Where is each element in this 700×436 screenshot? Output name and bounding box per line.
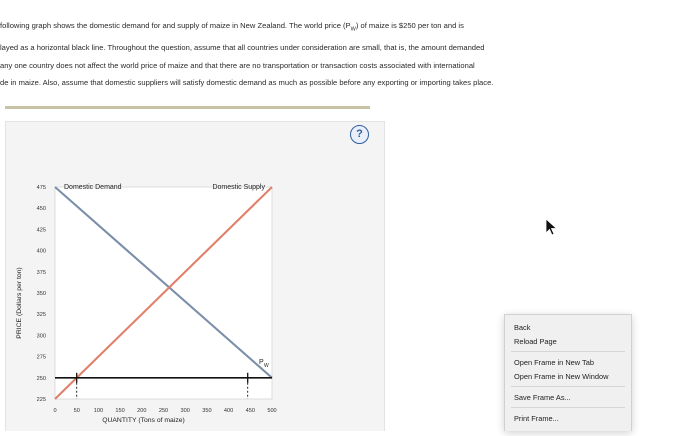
x-tick-label: 400	[223, 408, 234, 414]
menu-separator	[511, 351, 625, 352]
x-tick-label: 300	[180, 408, 190, 414]
y-axis-label: PRICE (Dollars per ton)	[16, 267, 23, 339]
x-tick-label: 200	[137, 408, 147, 414]
y-tick-label: 425	[36, 227, 46, 234]
question-line-2: layed as a horizontal black line. Throughout the question, assume that all countries under consideration are small, that is, the amount demanded	[0, 43, 485, 53]
x-tick-label: 450	[245, 408, 255, 414]
y-tick-label: 350	[36, 291, 46, 297]
y-tick-label: 300	[36, 333, 46, 340]
x-axis-label: QUANTITY (Tons of maize)	[102, 417, 185, 424]
y-tick-label: 225	[36, 397, 46, 403]
menu-separator	[511, 407, 625, 408]
x-tick-label: 150	[115, 408, 125, 414]
y-tick-label: 375	[36, 269, 46, 276]
x-tick-label: 50	[73, 408, 80, 414]
menu-item-open-frame-new-window[interactable]: Open Frame in New Window	[514, 372, 609, 381]
x-tick-label: 350	[202, 408, 212, 414]
help-icon[interactable]: ?	[350, 125, 369, 144]
x-tick-label: 250	[158, 408, 169, 414]
section-divider	[5, 106, 370, 109]
x-tick-label: 500	[267, 408, 277, 414]
question-line-4: de in maize. Also, assume that domestic suppliers will satisfy domestic demand as much as possible before any exporting or importing takes place.	[0, 78, 494, 88]
y-tick-label: 475	[36, 185, 46, 191]
menu-item-reload-page[interactable]: Reload Page	[514, 337, 557, 346]
menu-item-open-frame-new-tab[interactable]: Open Frame in New Tab	[514, 358, 594, 367]
demand-label: Domestic Demand	[64, 184, 122, 191]
world-price-label: P	[259, 358, 264, 366]
supply-demand-chart[interactable]	[6, 122, 384, 431]
question-line-1: following graph shows the domestic demand for and supply of maize in New Zealand. The world price $(P_W)$ of maize is $250 per ton and is	[0, 21, 464, 33]
menu-item-save-frame-as[interactable]: Save Frame As...	[514, 393, 571, 402]
menu-separator	[511, 386, 625, 387]
y-tick-label: 450	[36, 206, 46, 213]
y-tick-label: 325	[36, 312, 46, 319]
supply-label: Domestic Supply	[212, 184, 265, 191]
question-line-3: any one country does not affect the world price of maize and that there are no transportation or transaction costs associated with international	[0, 60, 475, 70]
y-tick-label: 250	[36, 375, 46, 382]
x-tick-label: 0	[53, 408, 57, 414]
graph-panel	[5, 121, 385, 431]
context-menu	[504, 314, 632, 431]
menu-item-back[interactable]: Back	[514, 323, 531, 332]
question-text	[0, 17, 700, 92]
x-tick-label: 100	[93, 408, 104, 414]
mouse-pointer-icon	[545, 218, 559, 236]
y-tick-label: 275	[36, 354, 46, 361]
world-price-subscript: W	[264, 362, 269, 369]
menu-item-print-frame[interactable]: Print Frame...	[514, 414, 559, 423]
y-tick-label: 400	[36, 248, 46, 255]
